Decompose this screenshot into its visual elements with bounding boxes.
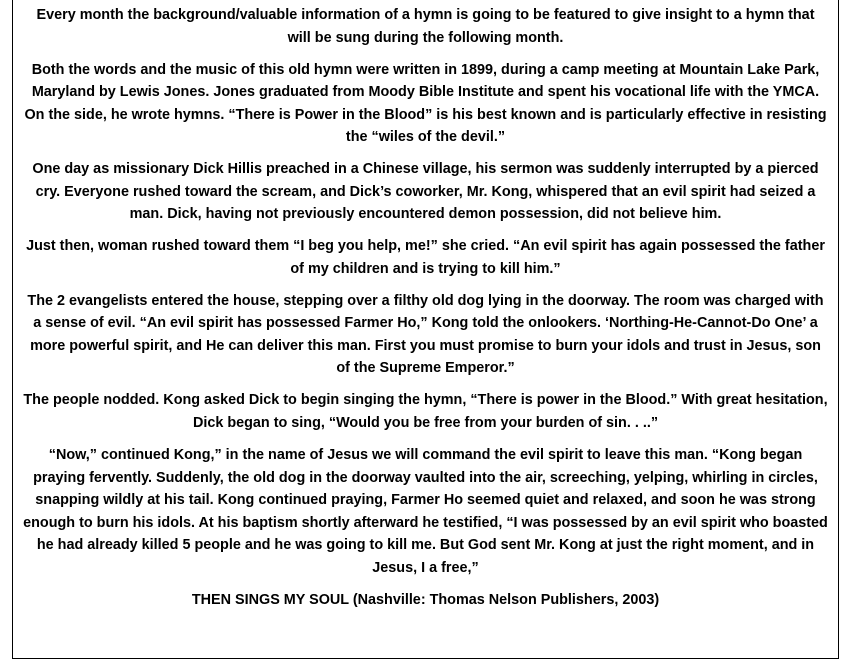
hymn-history-paragraph: Both the words and the music of this old hymn were written in 1899, during a camp meeting at Mountain Lake Park, Maryland by Lewis Jones. Jones graduated from Moody Bible Institute and spent his vocational life with the YMCA. On the side, he wrote hymns. “There is Power in the Blood” is his best known and is particularly effective in resisting the “wiles of the devil.”	[24, 61, 827, 146]
story-paragraph-3: The 2 evangelists entered the house, stepping over a filthy old dog lying in the doorway. The room was charged with a sense of evil. “An evil spirit has possessed Farmer Ho,” Kong told the onlookers. ‘Northing-He-Cannot-Do One’ a more powerful spirit, and He can deliver this man. First you must promise to burn your idols and trust in Jesus, son of the Supreme Emperor.”	[27, 292, 824, 377]
intro-paragraph: Every month the background/valuable information of a hymn is going to be featured to give insight to a hymn that will be sung during the following month.	[36, 7, 815, 46]
story-paragraph-1: One day as missionary Dick Hillis preached in a Chinese village, his sermon was suddenly interrupted by a pierced cry. Everyone rushed toward the scream, and Dick’s coworker, Mr. Kong, whispered that an evil spirit had seized a man. Dick, having not previously encountered demon possession, did not believe him.	[32, 161, 819, 223]
source-citation: THEN SINGS MY SOUL (Nashville: Thomas Nelson Publishers, 2003)	[191, 591, 660, 608]
story-paragraph-2: Just then, woman rushed toward them “I beg you help, me!” she cried. “An evil spirit has again possessed the father of my children and is trying to kill him.”	[26, 238, 825, 277]
story-paragraph-4: The people nodded. Kong asked Dick to begin singing the hymn, “There is power in the Blood.” With great hesitation, Dick began to sing, “Would you be free from your burden of sin. . ..”	[23, 392, 828, 431]
story-paragraph-5: “Now,” continued Kong,” in the name of Jesus we will command the evil spirit to leave this man. “Kong began praying fervently. Suddenly, the old dog in the doorway vaulted into the air, screeching, yelping, whirling in circles, snapping wildly at his tail. Kong continued praying, Farmer Ho seemed quiet and relaxed, and soon he was strong enough to burn his idols. At his baptism shortly afterward he testified, “I was possessed by an evil spirit who boasted he had already killed 5 people and he was going to kill me. But God sent Mr. Kong at just the right moment, and in Jesus, I a free,”	[23, 447, 828, 576]
document-page	[12, 0, 839, 659]
